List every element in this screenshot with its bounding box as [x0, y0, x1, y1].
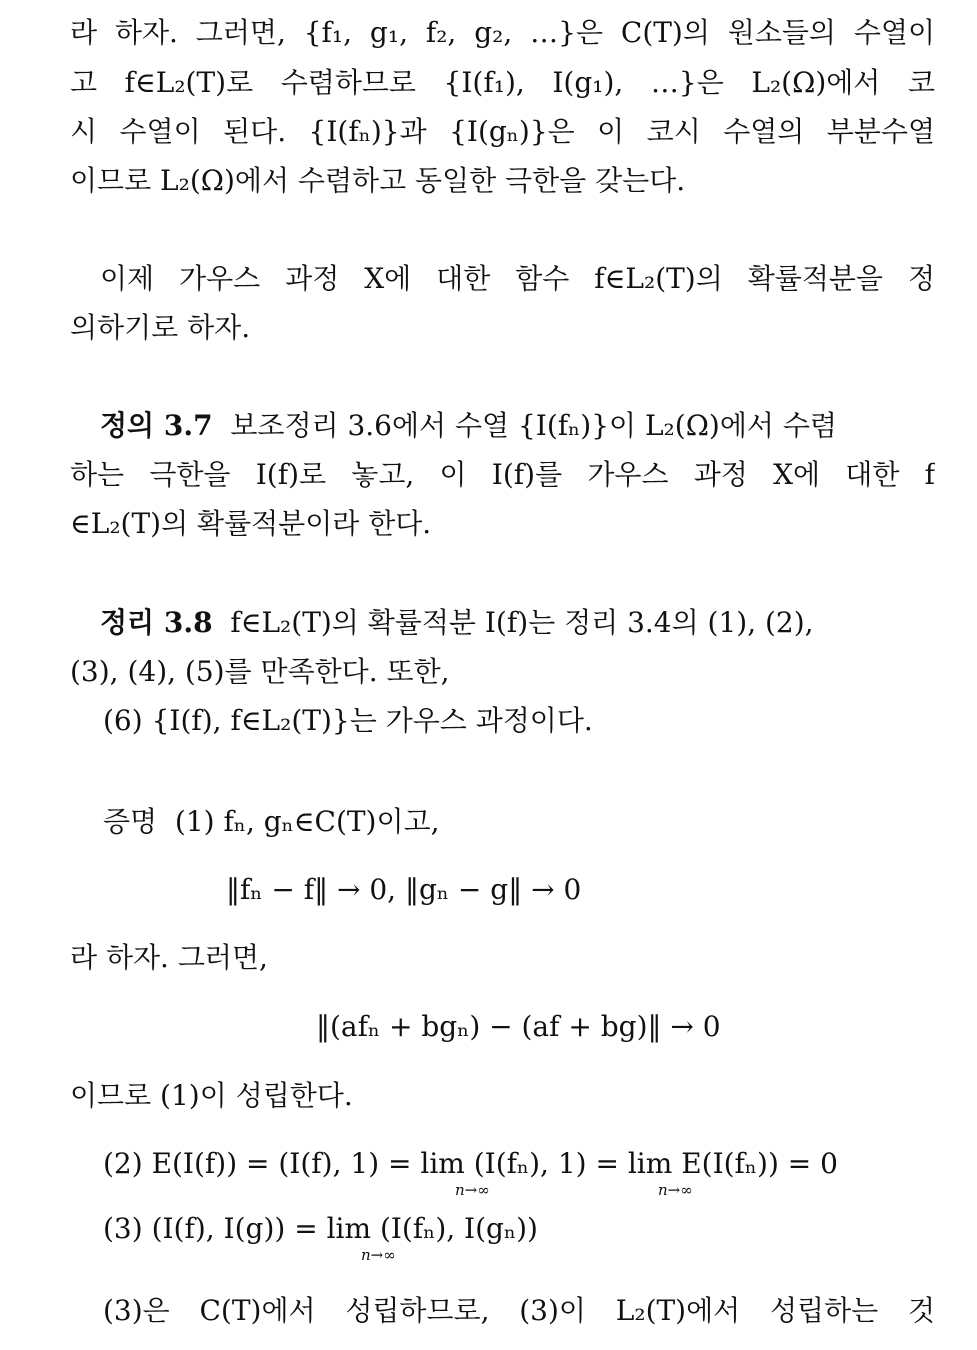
text-line: 고 f∈L₂(T)로 수렴하므로 {I(f₁), I(g₁), …}은 L₂(Ω)에서 코	[70, 66, 935, 99]
text-line: 이므로 (1)이 성립한다.	[70, 1079, 353, 1112]
text-line: 하는 극한을 I(f)로 놓고, 이 I(f)를 가우스 과정 X에 대한 f	[70, 458, 935, 491]
text-line: 라 하자. 그러면, {f₁, g₁, f₂, g₂, …}은 C(T)의 원소들의 수열이	[70, 16, 935, 49]
text-line: f∈L₂(T)의 확률적분 I(f)는 정리 3.4의 (1), (2),	[230, 606, 814, 639]
text-line: 이므로 L₂(Ω)에서 수렴하고 동일한 극한을 갖는다.	[70, 164, 686, 197]
text-line: (3), (4), (5)를 만족한다. 또한,	[70, 655, 450, 688]
text-line: ∈L₂(T)의 확률적분이라 한다.	[70, 507, 432, 540]
text-line: 보조정리 3.6에서 수열 {I(fₙ)}이 L₂(Ω)에서 수렴	[230, 409, 837, 442]
lim-subscript: n→∞	[361, 1246, 396, 1264]
text-line: (6) {I(f), f∈L₂(T)}는 가우스 과정이다.	[103, 704, 593, 737]
proof-start	[103, 801, 935, 843]
equation-4-main: (3) (I(f), I(g)) = lim (I(fₙ), I(gₙ))	[103, 1212, 538, 1245]
definition-3-7	[100, 405, 935, 447]
text-line: 이제 가우스 과정 X에 대한 함수 f∈L₂(T)의 확률적분을 정	[100, 262, 935, 295]
text-line: (3)은 C(T)에서 성립하므로, (3)이 L₂(T)에서 성립하는 것	[103, 1294, 935, 1327]
text-line: 시 수열이 된다. {I(fₙ)}과 {I(gₙ)}은 이 코시 수열의 부분수열	[70, 115, 935, 148]
equation-4	[103, 1208, 938, 1270]
proof-label: 증명	[103, 805, 158, 838]
equation-3-main: (2) E(I(f)) = (I(f), 1) = lim (I(fₙ), 1) = lim E(I(fₙ)) = 0	[103, 1147, 838, 1180]
lim-subscript: n→∞	[658, 1181, 693, 1199]
equation-1: ‖fₙ − f‖ → 0, ‖gₙ − g‖ → 0	[226, 873, 582, 906]
lim-subscript: n→∞	[455, 1181, 490, 1199]
theorem-label: 정리 3.8	[100, 606, 213, 639]
text-line: (1) fₙ, gₙ∈C(T)이고,	[174, 805, 440, 838]
definition-label: 정의 3.7	[100, 409, 213, 442]
text-line: 라 하자. 그러면,	[70, 941, 268, 974]
text-line: 의하기로 하자.	[70, 311, 251, 344]
equation-3	[103, 1143, 938, 1205]
equation-2: ‖(afₙ + bgₙ) − (af + bg)‖ → 0	[316, 1010, 721, 1043]
theorem-3-8	[100, 602, 935, 644]
